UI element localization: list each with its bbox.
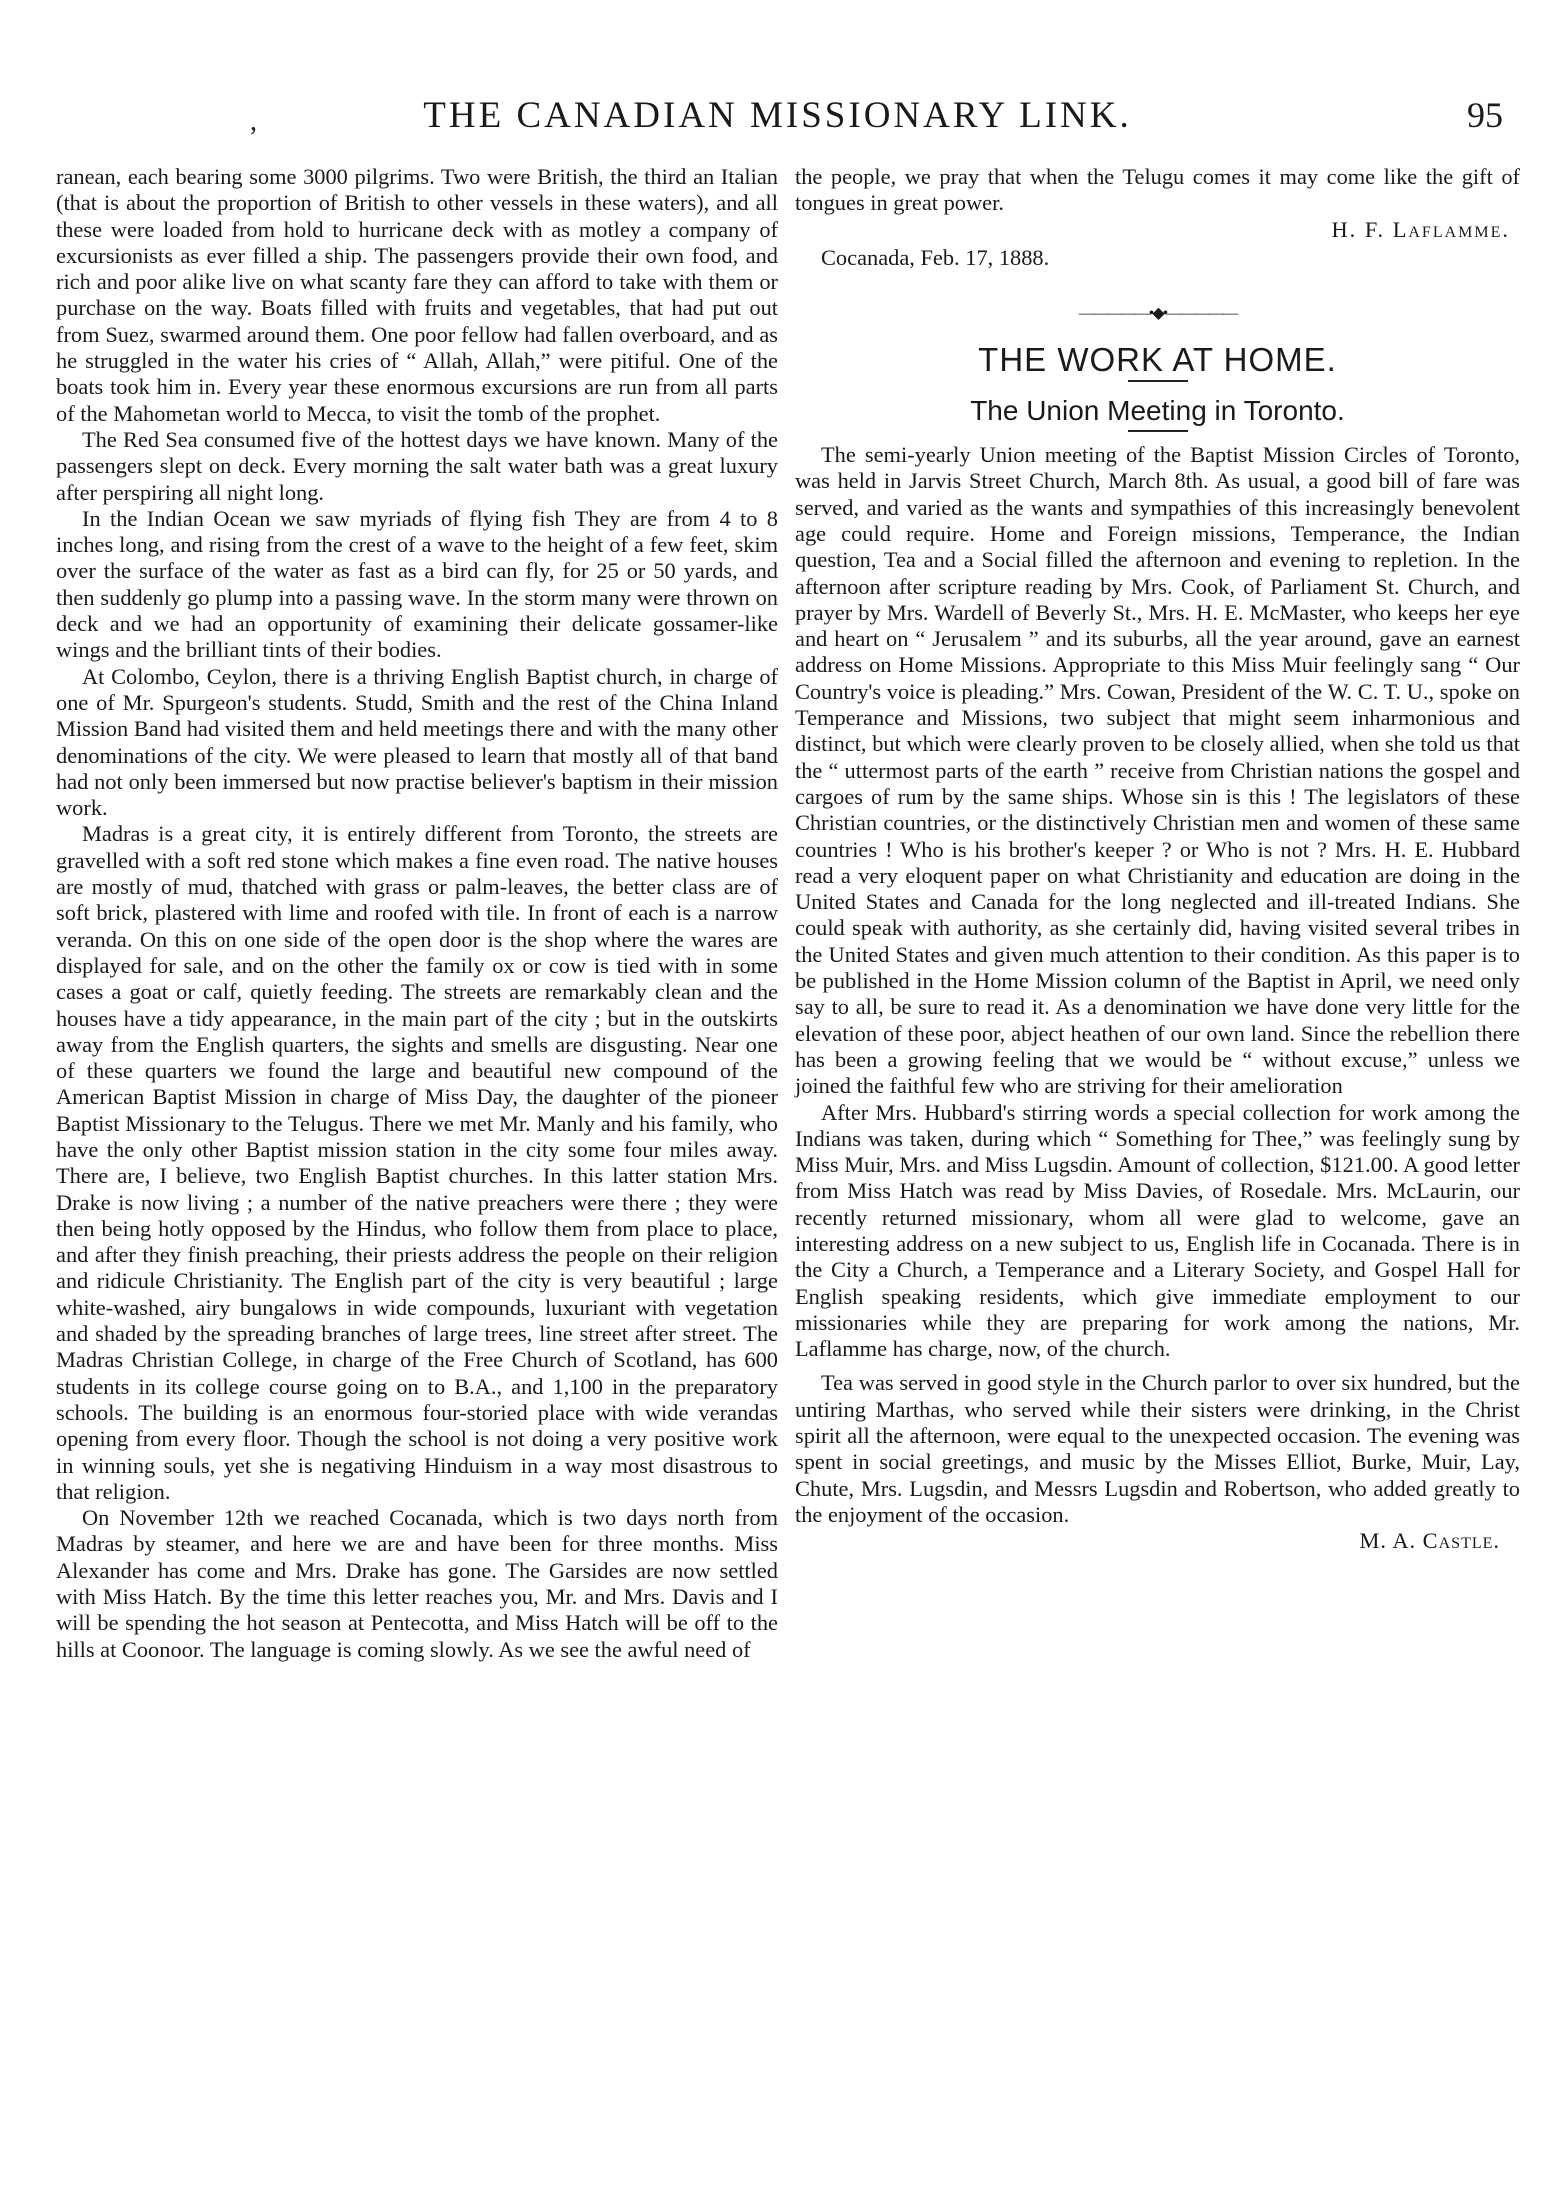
article-paragraph: On November 12th we reached Cocanada, which is two days north from Madras by steamer, and here we are and have been for three months. Miss Alexander has come and Mrs. Drake has gone. The Garsides are now settled with Miss Hatch. By the time this letter reaches you, Mr. and Mrs. Davis and I will be spending the hot season at Pentecotta, and Miss Hatch will be off to the hills at Coonoor. The language is coming slowly. As we see the awful need of: [56, 1505, 778, 1662]
letter-signature: H. F. Laflamme.: [1331, 216, 1510, 242]
article-subheading: The Union Meeting in Toronto.: [970, 394, 1345, 426]
article-author: M. A. Castle.: [1359, 1528, 1500, 1554]
article-paragraph: ranean, each bearing some 3000 pilgrims. Two were British, the third an Italian (that is about the proportion of British to other vessels in these waters), and all these were loaded from hold to hurricane deck with as motley a company of excursionists as ever filled a ship. The passengers provide their own food, and rich and poor alike live on what scanty fare they can afford to take with them or purchase on the way. Boats filled with fruits and vegetables, that had put out from Suez, swarmed around them. One poor fellow had fallen overboard, and as he struggled in the water his cries of “ Allah, Allah,” were pitiful. One of the boats took him in. Every year these enormous excursions are run from all parts of the Mahometan world to Mecca, to visit the tomb of the prophet.: [56, 164, 778, 426]
article-paragraph: Madras is a great city, it is entirely different from Toronto, the streets are gravelled with a soft red stone which makes a fine even road. The native houses are mostly of mud, thatched with grass or palm-leaves, the better class are of soft brick, plastered with lime and roofed with tile. In front of each is a narrow veranda. On this on one side of the open door is the shop where the wares are displayed for sale, and on the other the family ox or cow is tied with in some cases a goat or calf, quietly feeding. The streets are remarkably clean and the houses have a tidy appearance, in the main part of the city ; but in the outskirts away from the English quarters, the sights and smells are disgusting. Near one of these quarters we found the large and beautiful new compound of the American Baptist Mission in charge of Miss Day, the daughter of the pioneer Baptist Missionary to the Telugus. There we met Mr. Manly and his family, who have the only other Baptist mission station in the city some four miles away. There are, I believe, two English Baptist churches. In this latter station Mrs. Drake is now living ; a number of the native preachers were there ; they were then being hotly opposed by the Hindus, who follow them from place to place, and after they finish preaching, their priests address the people on their religion and ridicule Christianity. The English part of the city is very beautiful ; large white-washed, airy bungalows in wide compounds, luxuriant with vegetation and shaded by the spreading branches of large trees, line street after street. The Madras Christian College, in charge of the Free Church of Scotland, has 600 students in its college course going on to B.A., and 1,100 in the preparatory schools. The building is an enormous four-storied place with wide verandas opening from every floor. Though the school is not doing a very positive work in winning souls, yet she is negativing Hinduism in a way most disastrous to that religion.: [56, 821, 778, 1504]
article-paragraph: In the Indian Ocean we saw myriads of flying fish They are from 4 to 8 inches long, and rising from the crest of a wave to the height of a few feet, skim over the surface of the water as fast as a bird can fly, for 25 or 50 yards, and then suddenly go plump into a passing wave. In the storm many were thrown on deck and we had an opportunity of examining their delicate gossamer-like wings and the brilliant tints of their bodies.: [56, 505, 778, 663]
section-divider: —————•◆•—————: [1078, 305, 1237, 323]
section-heading: THE WORK AT HOME.: [978, 341, 1337, 379]
article-paragraph: After Mrs. Hubbard's stirring words a special collection for work among the Indians was taken, during which “ Something for Thee,” was feelingly sung by Miss Muir, Mrs. and Miss Lugsdin. Amount of collection, $121.00. A good letter from Miss Hatch was read by Miss Davies, of Rosedale. Mrs. McLaurin, our recently returned missionary, whom all were glad to welcome, gave an interesting address on a new subject to us, English life in Cocanada. There is in the City a Church, a Temperance and a Literary Society, and Gospel Hall for English speaking residents, which give immediate employment to our missionaries while they are preparing for work among the nations, Mr. Laflamme has charge, now, of the church.: [795, 1099, 1520, 1362]
right-column: [795, 164, 1520, 1555]
letter-dateline: Cocanada, Feb. 17, 1888.: [821, 244, 1050, 270]
left-column: [56, 164, 778, 1663]
subheading-rule: [1128, 430, 1188, 432]
page-number: 95: [1467, 95, 1503, 135]
journal-title: THE CANADIAN MISSIONARY LINK.: [423, 95, 1132, 136]
page-header: [0, 88, 1555, 148]
header-mark: ,: [250, 106, 257, 137]
article-paragraph: The semi-yearly Union meeting of the Baptist Mission Circles of Toronto, was held in Jarvis Street Church, March 8th. As usual, a good bill of fare was served, and varied as the wants and sympathies of this increasingly benevolent age could require. Home and Foreign missions, Temperance, the Indian question, Tea and a Social filled the afternoon and evening to repletion. In the afternoon after scripture reading by Mrs. Cook, of Parliament St. Church, and prayer by Mrs. Wardell of Beverly St., Mrs. H. E. McMaster, who keeps her eye and heart on “ Jerusalem ” and its suburbs, all the year around, gave an earnest address on Home Missions. Appropriate to this Miss Muir feelingly sang “ Our Country's voice is pleading.” Mrs. Cowan, President of the W. C. T. U., spoke on Temperance and Missions, two subject that might seem inharmonious and distinct, but which were clearly proven to be closely allied, when she told us that the “ uttermost parts of the earth ” receive from Christian nations the gospel and cargoes of rum by the same ships. Whose sin is this ! The legislators of these Christian countries, or the distinctively Christian men and women of these same countries ! Who is his brother's keeper ? or Who is not ? Mrs. H. E. Hubbard read a very eloquent paper on what Christianity and education are doing in the United States and Canada for the long neglected and ill-treated Indians. She could speak with authority, as she certainly did, having visited several tribes in the United States and given much attention to their condition. As this paper is to be published in the Home Mission column of the Baptist in April, we need only say to all, be sure to read it. As a denomination we have done very little for the elevation of these poor, abject heathen of our own land. Since the rebellion there has been a growing feeling that we would be “ without excuse,” unless we joined the faithful few who are striving for their amelioration: [795, 442, 1520, 1099]
article-paragraph: At Colombo, Ceylon, there is a thriving English Baptist church, in charge of one of Mr. Spurgeon's students. Studd, Smith and the rest of the China Inland Mission Band had visited them and held meetings there and with the many other denominations of the city. We were pleased to learn that mostly all of that band had not only been immersed but now practise believer's baptism in their mission work.: [56, 663, 778, 821]
heading-rule: [1128, 380, 1188, 382]
letter-ending: the people, we pray that when the Telugu comes it may come like the gift of tongues in great power.: [795, 164, 1520, 216]
article-paragraph: The Red Sea consumed five of the hottest days we have known. Many of the passengers slept on deck. Every morning the salt water bath was a great luxury after perspiring all night long.: [56, 426, 778, 505]
article-signoff: [795, 1528, 1520, 1554]
article-paragraph: Tea was served in good style in the Church parlor to over six hundred, but the untiring Marthas, who served while their sisters were drinking, in the Christ spirit all the afternoon, were equal to the unexpected occasion. The evening was spent in social greetings, and music by the Misses Elliot, Burke, Muir, Lay, Chute, Mrs. Lugsdin, and Messrs Lugsdin and Robertson, who added greatly to the enjoyment of the occasion.: [795, 1370, 1520, 1527]
